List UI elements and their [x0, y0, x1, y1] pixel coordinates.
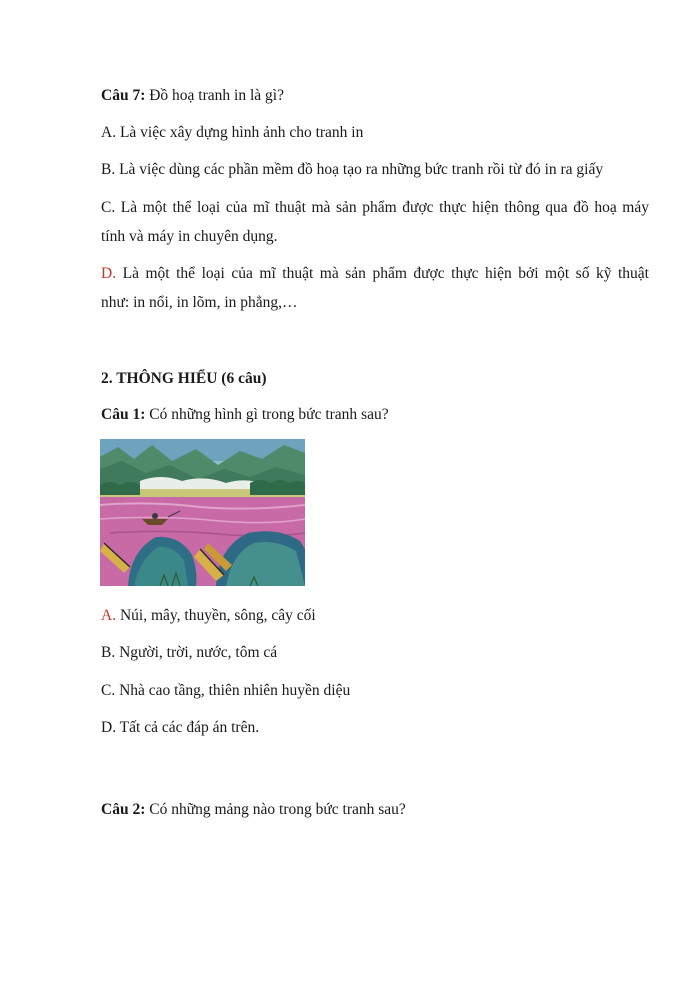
option-b: B. Là việc dùng các phần mềm đồ hoạ tạo ra những bức tranh rồi từ đó in ra giấy	[101, 161, 604, 178]
question-2	[101, 800, 406, 820]
question-label: Câu 2:	[101, 801, 146, 818]
option-d-line-1	[101, 264, 649, 284]
question-label: Câu 1:	[101, 406, 146, 423]
section-heading: 2. THÔNG HIỂU (6 câu)	[101, 370, 267, 387]
option-d-line-2: như: in nổi, in lõm, in phẳng,…	[101, 294, 298, 311]
option-c: C. Nhà cao tầng, thiên nhiên huyền diệu	[101, 682, 351, 699]
option-c-line-1: C. Là một thể loại của mĩ thuật mà sản phẩm được thực hiện thông qua đồ hoạ máy	[101, 199, 649, 216]
question-label: Câu 7:	[101, 87, 146, 104]
option-a	[101, 606, 316, 626]
question-text: Đồ hoạ tranh in là gì?	[145, 87, 284, 104]
option-d: D. Tất cả các đáp án trên.	[101, 719, 260, 736]
option-b: B. Người, trời, nước, tôm cá	[101, 644, 278, 661]
correct-answer-letter: D.	[101, 265, 117, 282]
question-text: Có những mảng nào trong bức tranh sau?	[145, 801, 406, 818]
correct-answer-letter: A.	[101, 607, 117, 624]
option-d-text: Là một thể loại của mĩ thuật mà sản phẩm được thực hiện bởi một số kỹ thuật	[116, 265, 649, 282]
question-text: Có những hình gì trong bức tranh sau?	[145, 406, 389, 423]
option-a: A. Là việc xây dựng hình ảnh cho tranh in	[101, 124, 364, 141]
question-7	[101, 86, 284, 106]
option-c-line-2: tính và máy in chuyên dụng.	[101, 228, 278, 245]
question-1	[101, 405, 389, 425]
landscape-painting-image	[100, 439, 305, 586]
option-a-text: Núi, mây, thuyền, sông, cây cối	[116, 607, 316, 624]
